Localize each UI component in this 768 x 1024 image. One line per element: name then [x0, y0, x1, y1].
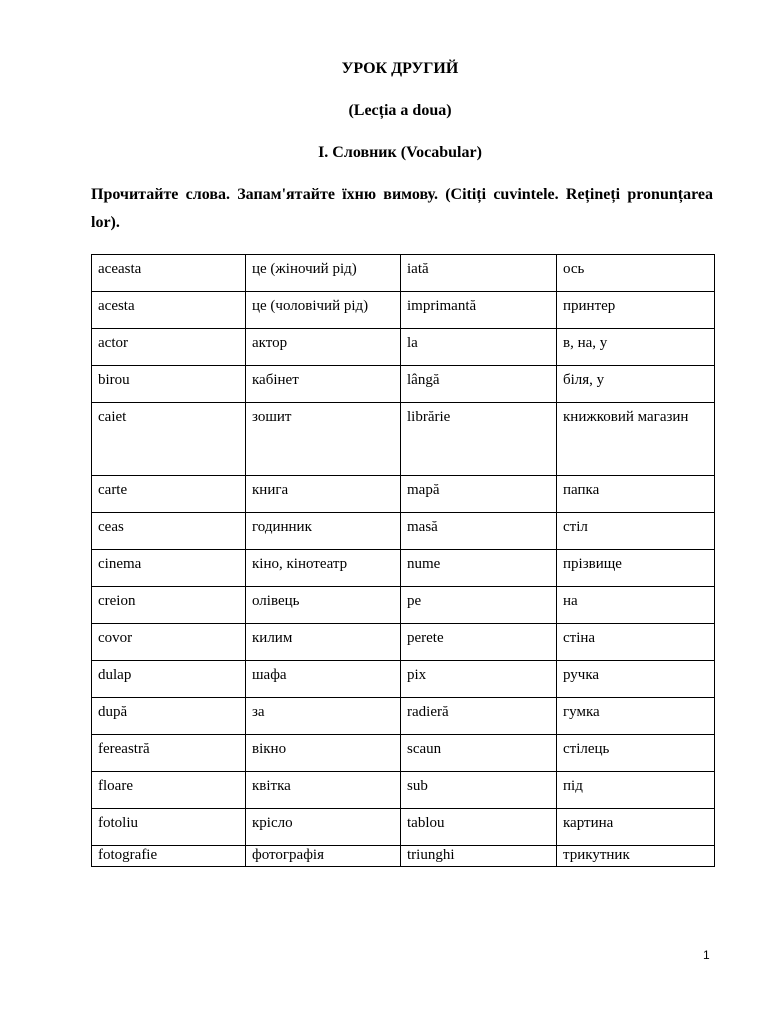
romanian-word-cell: ceas — [92, 513, 246, 550]
ukrainian-translation-cell: годинник — [246, 513, 401, 550]
ukrainian-translation-cell: ручка — [557, 661, 715, 698]
ukrainian-translation-cell: квітка — [246, 772, 401, 809]
table-row — [92, 624, 715, 661]
ukrainian-translation-cell: біля, у — [557, 366, 715, 403]
section-heading: I. Словник (Vocabular) — [318, 144, 482, 161]
ukrainian-translation-cell: фотографія — [246, 846, 401, 867]
table-row — [92, 292, 715, 329]
ukrainian-translation-cell: книга — [246, 476, 401, 513]
romanian-word-cell: tablou — [401, 809, 557, 846]
ukrainian-translation-cell: під — [557, 772, 715, 809]
ukrainian-translation-cell: стіл — [557, 513, 715, 550]
romanian-word-cell: după — [92, 698, 246, 735]
ukrainian-translation-cell: за — [246, 698, 401, 735]
table-row — [92, 661, 715, 698]
romanian-word-cell: sub — [401, 772, 557, 809]
romanian-word-cell: pe — [401, 587, 557, 624]
romanian-word-cell: triunghi — [401, 846, 557, 867]
table-row — [92, 698, 715, 735]
romanian-word-cell: carte — [92, 476, 246, 513]
table-row — [92, 366, 715, 403]
table-row — [92, 772, 715, 809]
ukrainian-translation-cell: це (жіночий рід) — [246, 255, 401, 292]
table-row — [92, 476, 715, 513]
ukrainian-translation-cell: килим — [246, 624, 401, 661]
table-row — [92, 329, 715, 366]
romanian-word-cell: lângă — [401, 366, 557, 403]
table-row — [92, 550, 715, 587]
romanian-word-cell: scaun — [401, 735, 557, 772]
ukrainian-translation-cell: папка — [557, 476, 715, 513]
romanian-word-cell: la — [401, 329, 557, 366]
romanian-word-cell: imprimantă — [401, 292, 557, 329]
ukrainian-translation-cell: кабінет — [246, 366, 401, 403]
ukrainian-translation-cell: на — [557, 587, 715, 624]
table-row — [92, 513, 715, 550]
table-row — [92, 587, 715, 624]
table-row — [92, 403, 715, 476]
ukrainian-translation-cell: це (чоловічий рід) — [246, 292, 401, 329]
lesson-subtitle: (Lecția a doua) — [348, 102, 452, 119]
ukrainian-translation-cell: ось — [557, 255, 715, 292]
ukrainian-translation-cell: картина — [557, 809, 715, 846]
ukrainian-translation-cell: шафа — [246, 661, 401, 698]
table-row — [92, 809, 715, 846]
romanian-word-cell: actor — [92, 329, 246, 366]
romanian-word-cell: fereastră — [92, 735, 246, 772]
romanian-word-cell: cinema — [92, 550, 246, 587]
ukrainian-translation-cell: принтер — [557, 292, 715, 329]
ukrainian-translation-cell: стілець — [557, 735, 715, 772]
ukrainian-translation-cell: книжковий магазин — [557, 403, 715, 476]
romanian-word-cell: fotografie — [92, 846, 246, 867]
romanian-word-cell: dulap — [92, 661, 246, 698]
romanian-word-cell: creion — [92, 587, 246, 624]
instruction-text: Прочитайте слова. Запам'ятайте їхню вимову. (Citiți cuvintele. Rețineți pronunțarea lor). — [91, 186, 713, 231]
ukrainian-translation-cell: крісло — [246, 809, 401, 846]
romanian-word-cell: masă — [401, 513, 557, 550]
romanian-word-cell: perete — [401, 624, 557, 661]
romanian-word-cell: pix — [401, 661, 557, 698]
ukrainian-translation-cell: гумка — [557, 698, 715, 735]
romanian-word-cell: floare — [92, 772, 246, 809]
ukrainian-translation-cell: вікно — [246, 735, 401, 772]
ukrainian-translation-cell: прізвище — [557, 550, 715, 587]
romanian-word-cell: mapă — [401, 476, 557, 513]
ukrainian-translation-cell: олівець — [246, 587, 401, 624]
vocabulary-table — [91, 254, 715, 867]
romanian-word-cell: iată — [401, 255, 557, 292]
lesson-title: УРОК ДРУГИЙ — [341, 60, 459, 77]
ukrainian-translation-cell: в, на, у — [557, 329, 715, 366]
table-row — [92, 846, 715, 867]
romanian-word-cell: nume — [401, 550, 557, 587]
romanian-word-cell: librărie — [401, 403, 557, 476]
romanian-word-cell: aceasta — [92, 255, 246, 292]
ukrainian-translation-cell: актор — [246, 329, 401, 366]
romanian-word-cell: acesta — [92, 292, 246, 329]
ukrainian-translation-cell: стіна — [557, 624, 715, 661]
romanian-word-cell: fotoliu — [92, 809, 246, 846]
romanian-word-cell: covor — [92, 624, 246, 661]
ukrainian-translation-cell: трикутник — [557, 846, 715, 867]
table-row — [92, 735, 715, 772]
table-row — [92, 255, 715, 292]
romanian-word-cell: birou — [92, 366, 246, 403]
romanian-word-cell: caiet — [92, 403, 246, 476]
romanian-word-cell: radieră — [401, 698, 557, 735]
page-number: 1 — [703, 948, 710, 962]
ukrainian-translation-cell: зошит — [246, 403, 401, 476]
ukrainian-translation-cell: кіно, кінотеатр — [246, 550, 401, 587]
